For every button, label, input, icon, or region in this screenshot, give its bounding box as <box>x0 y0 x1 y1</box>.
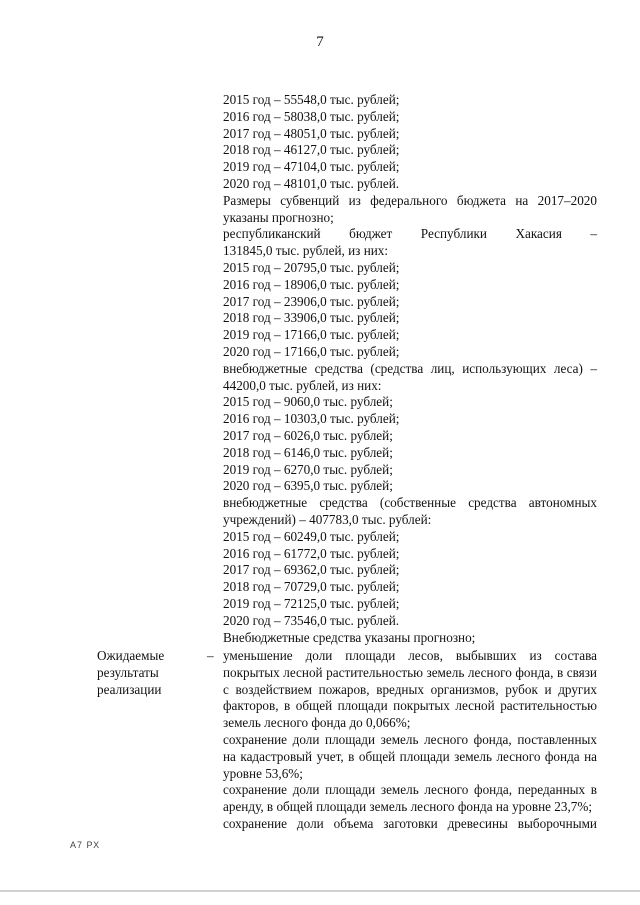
extra-year-line: 2019 год – 72125,0 тыс. рублей; <box>223 595 400 611</box>
results-label: Ожидаемые результаты реализации <box>97 648 165 697</box>
result-item: сохранение доли объема заготовки древесины выборочными <box>223 815 597 831</box>
extra-budget-heading-users: внебюджетные средства (средства лиц, использующих леса) – 44200,0 тыс. рублей, из них: <box>223 360 597 393</box>
republic-year-line: 2015 год – 20795,0 тыс. рублей; <box>223 259 400 275</box>
extra-years-list-users <box>223 394 597 495</box>
federal-year-line: 2019 год – 47104,0 тыс. рублей; <box>223 159 400 175</box>
extra-year-line: 2015 год – 9060,0 тыс. рублей; <box>223 394 393 410</box>
republic-heading: республиканский бюджет Республики Хакасия – <box>223 226 597 242</box>
federal-year-line: 2015 год – 55548,0 тыс. рублей; <box>223 92 400 107</box>
footer-mark: А7 РХ <box>70 840 101 850</box>
republic-year-line: 2020 год – 17166,0 тыс. рублей; <box>223 343 400 359</box>
extra-year-line: 2019 год – 6270,0 тыс. рублей; <box>223 461 393 477</box>
federal-year-line: 2017 год – 48051,0 тыс. рублей; <box>223 125 400 141</box>
result-item: сохранение доли площади земель лесного фонда, поставленных на кадастровый учет, в общей площади земель лесного фонда на уровне 53,6%; <box>223 731 597 781</box>
republic-year-line: 2018 год – 33906,0 тыс. рублей; <box>223 310 400 326</box>
results-dash: – <box>207 648 214 663</box>
federal-year-line: 2020 год – 48101,0 тыс. рублей. <box>223 175 400 191</box>
extra-year-line: 2020 год – 73546,0 тыс. рублей. <box>223 612 400 628</box>
republic-heading-total: 131845,0 тыс. рублей, из них: <box>223 243 389 259</box>
results-section <box>223 648 597 833</box>
page-bottom-rule <box>0 890 640 892</box>
funding-section <box>223 92 597 646</box>
extra-year-line: 2020 год – 6395,0 тыс. рублей; <box>223 478 393 494</box>
federal-note: Размеры субвенций из федерального бюджета на 2017–2020 указаны прогнозно; <box>223 192 597 225</box>
republic-year-line: 2016 год – 18906,0 тыс. рублей; <box>223 276 400 292</box>
federal-year-line: 2018 год – 46127,0 тыс. рублей; <box>223 142 400 158</box>
extra-year-line: 2016 год – 61772,0 тыс. рублей; <box>223 545 400 561</box>
republic-year-line: 2019 год – 17166,0 тыс. рублей; <box>223 327 400 343</box>
extra-budget-note: Внебюджетные средства указаны прогнозно; <box>223 629 476 645</box>
extra-year-line: 2016 год – 10303,0 тыс. рублей; <box>223 411 400 427</box>
result-item: уменьшение доли площади лесов, выбывших из состава покрытых лесной растительностью земель лесного фонда, в связи с воздействием пожаров, вредных организмов, рубок и других факторов, в общей площади покрытых лесной растительностью земель лесного фонда до 0,066%; <box>223 648 597 731</box>
republic-years-list <box>223 260 597 361</box>
federal-years-list <box>223 92 597 193</box>
federal-year-line: 2016 год – 58038,0 тыс. рублей; <box>223 108 400 124</box>
extra-year-line: 2017 год – 69362,0 тыс. рублей; <box>223 562 400 578</box>
result-item: сохранение доли площади земель лесного фонда, переданных в аренду, в общей площади земель лесного фонда на уровне 23,7%; <box>223 782 597 815</box>
extra-year-line: 2018 год – 70729,0 тыс. рублей; <box>223 579 400 595</box>
page-number: 7 <box>316 34 324 50</box>
extra-year-line: 2018 год – 6146,0 тыс. рублей; <box>223 444 393 460</box>
extra-years-list-autonomous <box>223 529 597 630</box>
extra-year-line: 2017 год – 6026,0 тыс. рублей; <box>223 427 393 443</box>
republic-year-line: 2017 год – 23906,0 тыс. рублей; <box>223 293 400 309</box>
extra-year-line: 2015 год – 60249,0 тыс. рублей; <box>223 528 400 544</box>
extra-budget-heading-autonomous: внебюджетные средства (собственные средства автономных учреждений) – 407783,0 тыс. рублей: <box>223 495 597 527</box>
